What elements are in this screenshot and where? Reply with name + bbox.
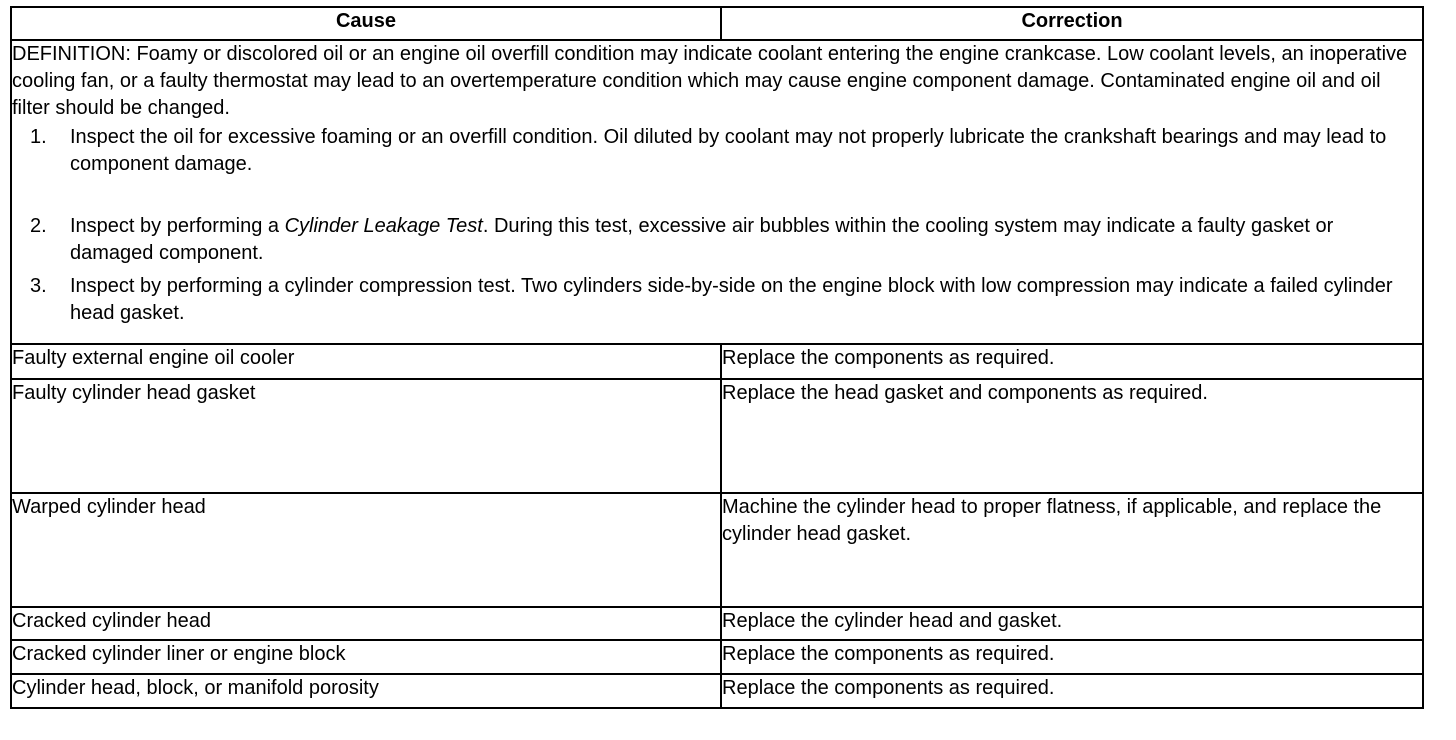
cause-cell: Faulty cylinder head gasket	[11, 379, 721, 493]
inspection-step	[12, 124, 1422, 213]
cause-cell: Cylinder head, block, or manifold porosity	[11, 674, 721, 708]
definition-row	[11, 40, 1423, 344]
step-text-post: . During this test, excessive air bubbles within the cooling system may indicate a faulty gasket or damaged component.	[70, 215, 1334, 264]
inspection-step	[12, 213, 1422, 273]
cylinder-leakage-test-reference: Cylinder Leakage Test	[284, 215, 483, 237]
table-row	[11, 344, 1423, 379]
definition-text: DEFINITION: Foamy or discolored oil or an engine oil overfill condition may indicate coolant entering the engine crankcase. Low coolant levels, an inoperative cooling fan, or a faulty thermostat may lead to an overtemperature condition which may cause engine component damage. Contaminated engine oil and oil filter should be changed.	[12, 43, 1408, 119]
correction-cell: Replace the cylinder head and gasket.	[721, 607, 1423, 640]
step-number: 1.	[30, 126, 47, 148]
correction-cell: Replace the head gasket and components as required.	[721, 379, 1423, 493]
table-row	[11, 607, 1423, 640]
step-number: 2.	[30, 215, 47, 237]
table-row	[11, 379, 1423, 493]
cause-column-header: Cause	[11, 7, 721, 40]
correction-cell: Replace the components as required.	[721, 674, 1423, 708]
correction-column-header: Correction	[721, 7, 1423, 40]
inspection-step	[12, 273, 1422, 327]
table-row	[11, 640, 1423, 674]
table-row	[11, 674, 1423, 708]
step-text-pre: Inspect by performing a	[70, 215, 285, 237]
definition-cell	[11, 40, 1423, 344]
cause-cell: Cracked cylinder liner or engine block	[11, 640, 721, 674]
cause-cell: Warped cylinder head	[11, 493, 721, 607]
inspection-steps	[12, 124, 1422, 327]
correction-cell: Machine the cylinder head to proper flatness, if applicable, and replace the cylinder head gasket.	[721, 493, 1423, 607]
cause-cell: Faulty external engine oil cooler	[11, 344, 721, 379]
table-row	[11, 493, 1423, 607]
cause-cell: Cracked cylinder head	[11, 607, 721, 640]
step-text: Inspect the oil for excessive foaming or an overfill condition. Oil diluted by coolant may not properly lubricate the crankshaft bearings and may lead to component damage.	[70, 126, 1387, 175]
correction-cell: Replace the components as required.	[721, 640, 1423, 674]
step-text: Inspect by performing a cylinder compression test. Two cylinders side-by-side on the engine block with low compression may indicate a failed cylinder head gasket.	[70, 275, 1393, 324]
correction-cell: Replace the components as required.	[721, 344, 1423, 379]
step-number: 3.	[30, 275, 47, 297]
diagnosis-table	[10, 6, 1424, 709]
table-header-row	[11, 7, 1423, 40]
